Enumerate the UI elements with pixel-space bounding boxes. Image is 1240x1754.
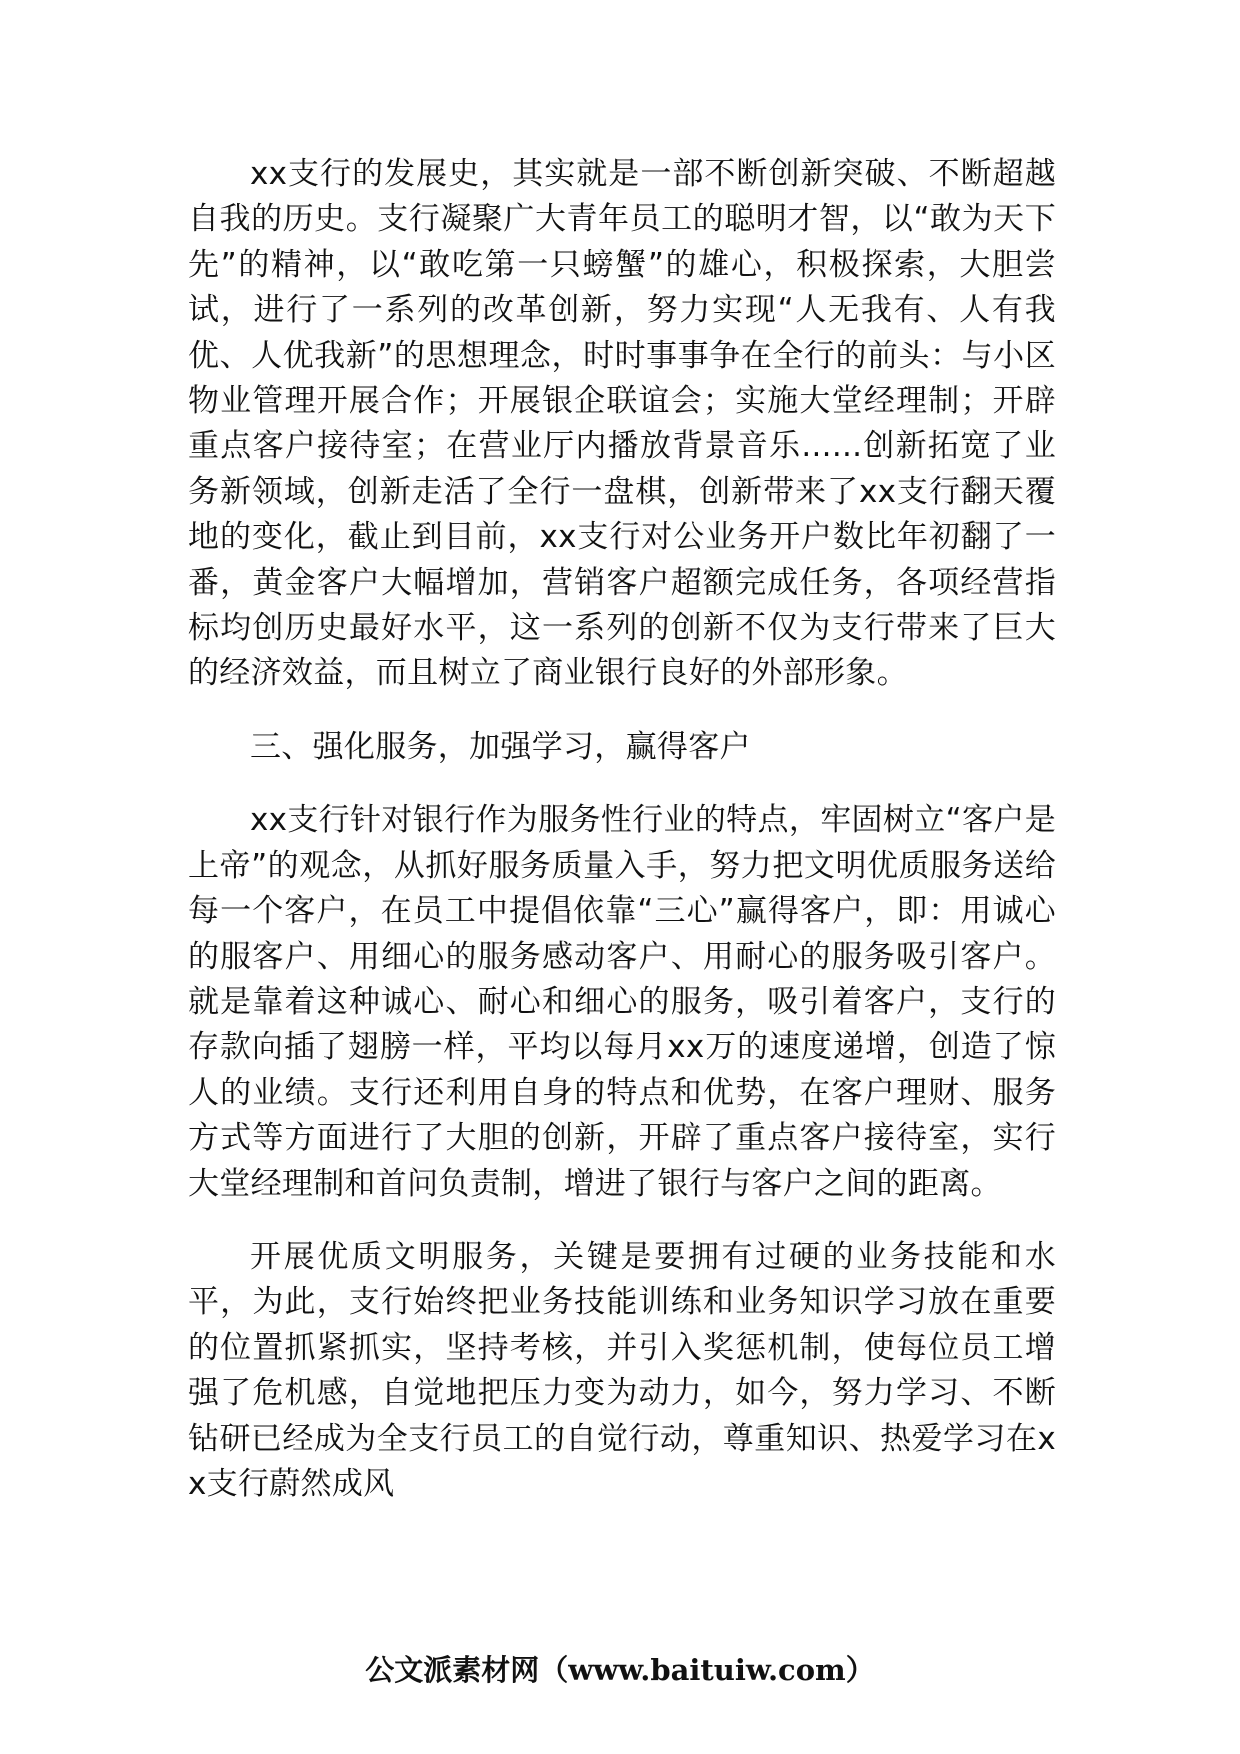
paragraph-learning: 开展优质文明服务，关键是要拥有过硬的业务技能和水平，为此，支行始终把业务技能训练和业务知识学习放在重要的位置抓紧抓实，坚持考核，并引入奖惩机制，使每位员工增强了危机感，自觉地把压力变为动力，如今，努力学习、不断钻研已经成为全支行员工的自觉行动，尊重知识、热爱学习在xx支行蔚然成风 bbox=[188, 1238, 1056, 1502]
document-body bbox=[188, 152, 1056, 1535]
section-heading: 三、强化服务，加强学习，赢得客户 bbox=[250, 728, 751, 765]
paragraph-innovation: xx支行的发展史，其实就是一部不断创新突破、不断超越自我的历史。支行凝聚广大青年员工的聪明才智，以“敢为天下先”的精神，以“敢吃第一只螃蟹”的雄心，积极探索，大胆尝试，进行了一系列的改革创新，努力实现“人无我有、人有我优、人优我新”的思想理念，时时事事争在全行的前头：与小区物业管理开展合作；开展银企联谊会；实施大堂经理制；开辟重点客户接待室；在营业厅内播放背景音乐......创新拓宽了业务新领域，创新走活了全行一盘棋，创新带来了xx支行翻天覆地的变化，截止到目前，xx支行对公业务开户数比年初翻了一番，黄金客户大幅增加，营销客户超额完成任务，各项经营指标均创历史最好水平，这一系列的创新不仅为支行带来了巨大的经济效益，而且树立了商业银行良好的外部形象。 bbox=[188, 156, 1056, 692]
footer-source: 公文派素材网（www.baituiw.com） bbox=[365, 1653, 875, 1687]
paragraph-service: xx支行针对银行作为服务性行业的特点，牢固树立“客户是上帝”的观念，从抓好服务质量入手，努力把文明优质服务送给每一个客户，在员工中提倡依靠“三心”赢得客户，即：用诚心的服客户、用细心的服务感动客户、用耐心的服务吸引客户。就是靠着这种诚心、耐心和细心的服务，吸引着客户，支行的存款向插了翅膀一样，平均以每月xx万的速度递增，创造了惊人的业绩。支行还利用自身的特点和优势，在客户理财、服务方式等方面进行了大胆的创新，开辟了重点客户接待室，实行大堂经理制和首问负责制，增进了银行与客户之间的距离。 bbox=[188, 802, 1056, 1202]
